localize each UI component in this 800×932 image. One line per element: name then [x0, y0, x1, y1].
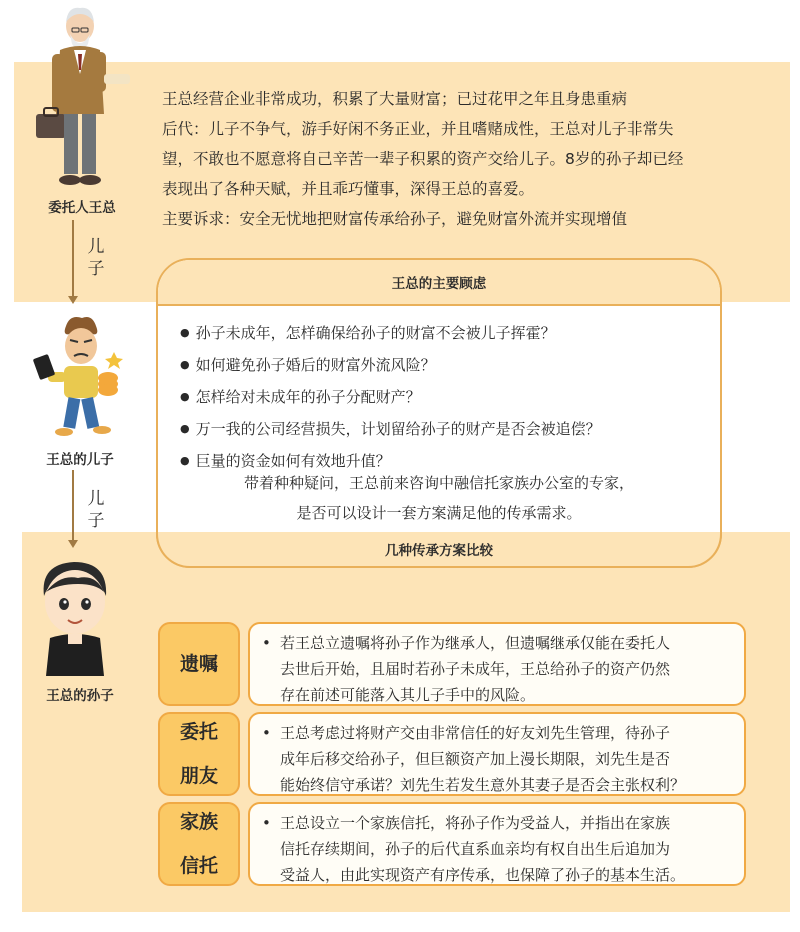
option-label-text: 委托 [179, 721, 218, 743]
option-desc-will [248, 622, 746, 706]
son-illustration [30, 312, 130, 444]
option-label-text: 朋友 [179, 765, 218, 787]
grandson-illustration [30, 556, 120, 680]
option-desc-line: 成年后移交给孙子，但巨额资产加上漫长期限，刘先生是否 [280, 750, 671, 768]
comparison-title: 几种传承方案比较 [156, 532, 722, 568]
concern-item: ● 如何避免孙子婚后的财富外流风险？ [180, 350, 601, 382]
option-desc-line: 王总设立一个家族信托，将孙子作为受益人，并指出在家族 [280, 814, 671, 832]
client-name: 委托人王总 [48, 200, 116, 216]
option-desc-friend [248, 712, 746, 796]
option-desc-line: 若王总立遗嘱将孙子作为继承人，但遗嘱继承仅能在委托人 [280, 634, 671, 652]
option-label-text: 遗嘱 [179, 653, 218, 675]
concern-item: ● 怎样给对未成年的孙子分配财产？ [180, 382, 601, 414]
option-desc-line: 王总考虑过将财产交由非常信任的好友刘先生管理，待孙子 [280, 724, 671, 742]
relation-label [86, 488, 106, 532]
concern-item: ● 巨量的资金如何有效地升值？ [180, 446, 601, 478]
concerns-title: 王总的主要顾虑 [158, 260, 720, 306]
case-intro [162, 84, 762, 234]
option-label-will [158, 622, 240, 706]
option-desc-family-trust [248, 802, 746, 886]
concerns-closing-line: 是否可以设计一套方案满足他的传承需求。 [296, 504, 582, 522]
option-label-text: 信托 [179, 855, 218, 877]
relation-char: 儿 [87, 489, 105, 509]
concerns-closing-line: 带着种种疑问，王总前来咨询中融信托家族办公室的专家， [243, 474, 634, 492]
bullet-icon: • [262, 634, 271, 652]
intro-line: 表现出了各种天赋，并且乖巧懂事，深得王总的喜爱。 [162, 180, 535, 198]
relation-char: 子 [87, 259, 105, 279]
option-label-text: 家族 [179, 811, 218, 833]
arrow-down-icon [68, 540, 78, 548]
option-desc-line: 受益人，由此实现资产有序传承，也保障了孙子的基本生活。 [280, 866, 686, 884]
option-desc-line: 去世后开始，且届时若孙子未成年，王总给孙子的资产仍然 [280, 660, 671, 678]
relation-label [86, 236, 106, 280]
intro-line: 王总经营企业非常成功，积累了大量财富；已过花甲之年且身患重病 [162, 90, 628, 108]
relation-char: 儿 [87, 237, 105, 257]
option-desc-line: 能始终信守承诺？刘先生若发生意外其妻子是否会主张权利？ [280, 776, 686, 794]
intro-line: 后代：儿子不争气，游手好闲不务正业，并且嗜赌成性，王总对儿子非常失 [162, 120, 674, 138]
concern-item: ● 孙子未成年，怎样确保给孙子的财富不会被儿子挥霍？ [180, 318, 601, 350]
bullet-icon: • [262, 814, 271, 832]
son-name: 王总的儿子 [46, 452, 114, 468]
bullet-icon: • [262, 724, 271, 742]
option-desc-line: 存在前述可能落入其儿子手中的风险。 [280, 686, 536, 704]
arrow-down-icon [68, 296, 78, 304]
arrow-line [72, 220, 74, 298]
option-label-family-trust [158, 802, 240, 886]
concerns-panel [156, 258, 722, 568]
client-illustration [30, 4, 140, 194]
concern-item: ● 万一我的公司经营损失，计划留给孙子的财产是否会被追偿？ [180, 414, 601, 446]
option-label-friend [158, 712, 240, 796]
intro-line: 望，不敢也不愿意将自己辛苦一辈子积累的资产交给儿子。8岁的孙子却已经 [162, 150, 684, 168]
relation-char: 子 [87, 511, 105, 531]
concerns-list [180, 318, 601, 478]
grandson-name: 王总的孙子 [46, 688, 114, 704]
intro-line: 主要诉求：安全无忧地把财富传承给孙子，避免财富外流并实现增值 [162, 210, 628, 228]
arrow-line [72, 470, 74, 542]
option-desc-line: 信托存续期间，孙子的后代直系血亲均有权自出生后追加为 [280, 840, 671, 858]
